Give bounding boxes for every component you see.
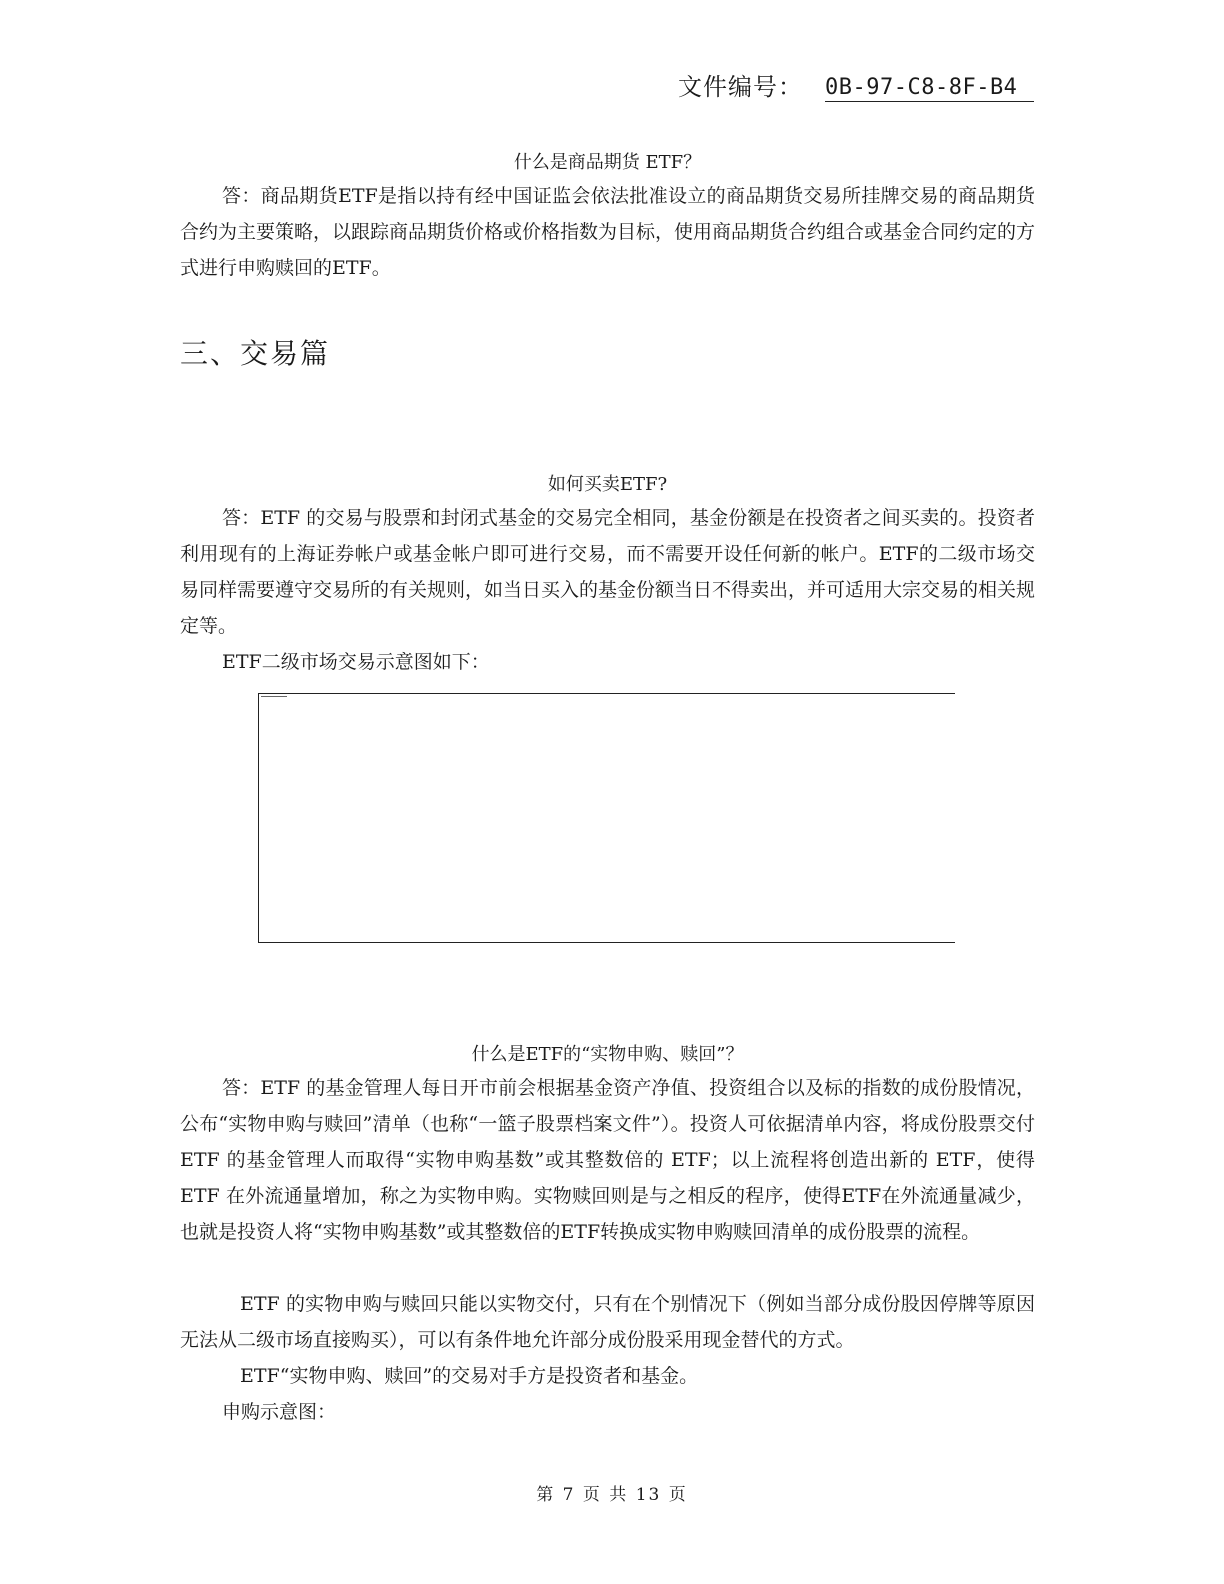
question-title-in-kind-creation: 什么是ETF的“实物申购、赎回”？ [471,1044,744,1065]
question-title-how-to-trade: 如何买卖ETF? [547,474,668,495]
secondary-market-diagram-placeholder [258,693,955,943]
diagram-thumbnail-mark [261,696,287,701]
question-title-commodity-etf: 什么是商品期货 ETF？ [513,152,702,173]
answer-in-kind-creation: 答：ETF 的基金管理人每日开市前会根据基金资产净值、投资组合以及标的指数的成份股情况，公布“实物申购与赎回”清单（也称“一篮子股票档案文件”）。投资人可依据清单内容，将成份股票交付 ETF 的基金管理人而取得“实物申购基数”或其整数倍的 ETF；以上流程将创造出新的 ETF，使得 ETF 在外流通量增加，称之为实物申购。实物赎回则是与之相反的程序，使得ETF在外流通量减少，也就是投资人将“实物申购基数”或其整数倍的ETF转换成实物申购赎回清单的成份股票的流程。 [180,1077,1035,1243]
section-heading-trading: 三、交易篇 [180,337,331,370]
figure-caption-secondary-market: ETF二级市场交易示意图如下： [222,651,490,673]
answer-how-to-trade: 答：ETF 的交易与股票和封闭式基金的交易完全相同，基金份额是在投资者之间买卖的。投资者利用现有的上海证券帐户或基金帐户即可进行交易，而不需要开设任何新的帐户。ETF的二级市场交易同样需要遵守交易所的有关规则，如当日买入的基金份额当日不得卖出，并可适用大宗交易的相关规定等。 [180,507,1036,637]
counterparty-statement: ETF“实物申购、赎回”的交易对手方是投资者和基金。 [240,1365,699,1387]
note-cash-substitution: ETF 的实物申购与赎回只能以实物交付，只有在个别情况下（例如当部分成份股因停牌等原因无法从二级市场直接购买），可以有条件地允许部分成份股采用现金替代的方式。 [180,1293,1035,1351]
document-header [678,68,1034,102]
diagram-caption-creation: 申购示意图： [222,1401,337,1423]
answer-commodity-etf: 答：商品期货ETF是指以持有经中国证监会依法批准设立的商品期货交易所挂牌交易的商品期货合约为主要策略，以跟踪商品期货价格或价格指数为目标，使用商品期货合约组合或基金合同约定的方式进行申购赎回的ETF。 [180,185,1036,279]
file-number-value: 0B-97-C8-8F-B4 [825,75,1034,102]
file-number-label: 文件编号： [678,73,803,101]
page-footer: 第 7 页 共 13 页 [536,1485,688,1505]
